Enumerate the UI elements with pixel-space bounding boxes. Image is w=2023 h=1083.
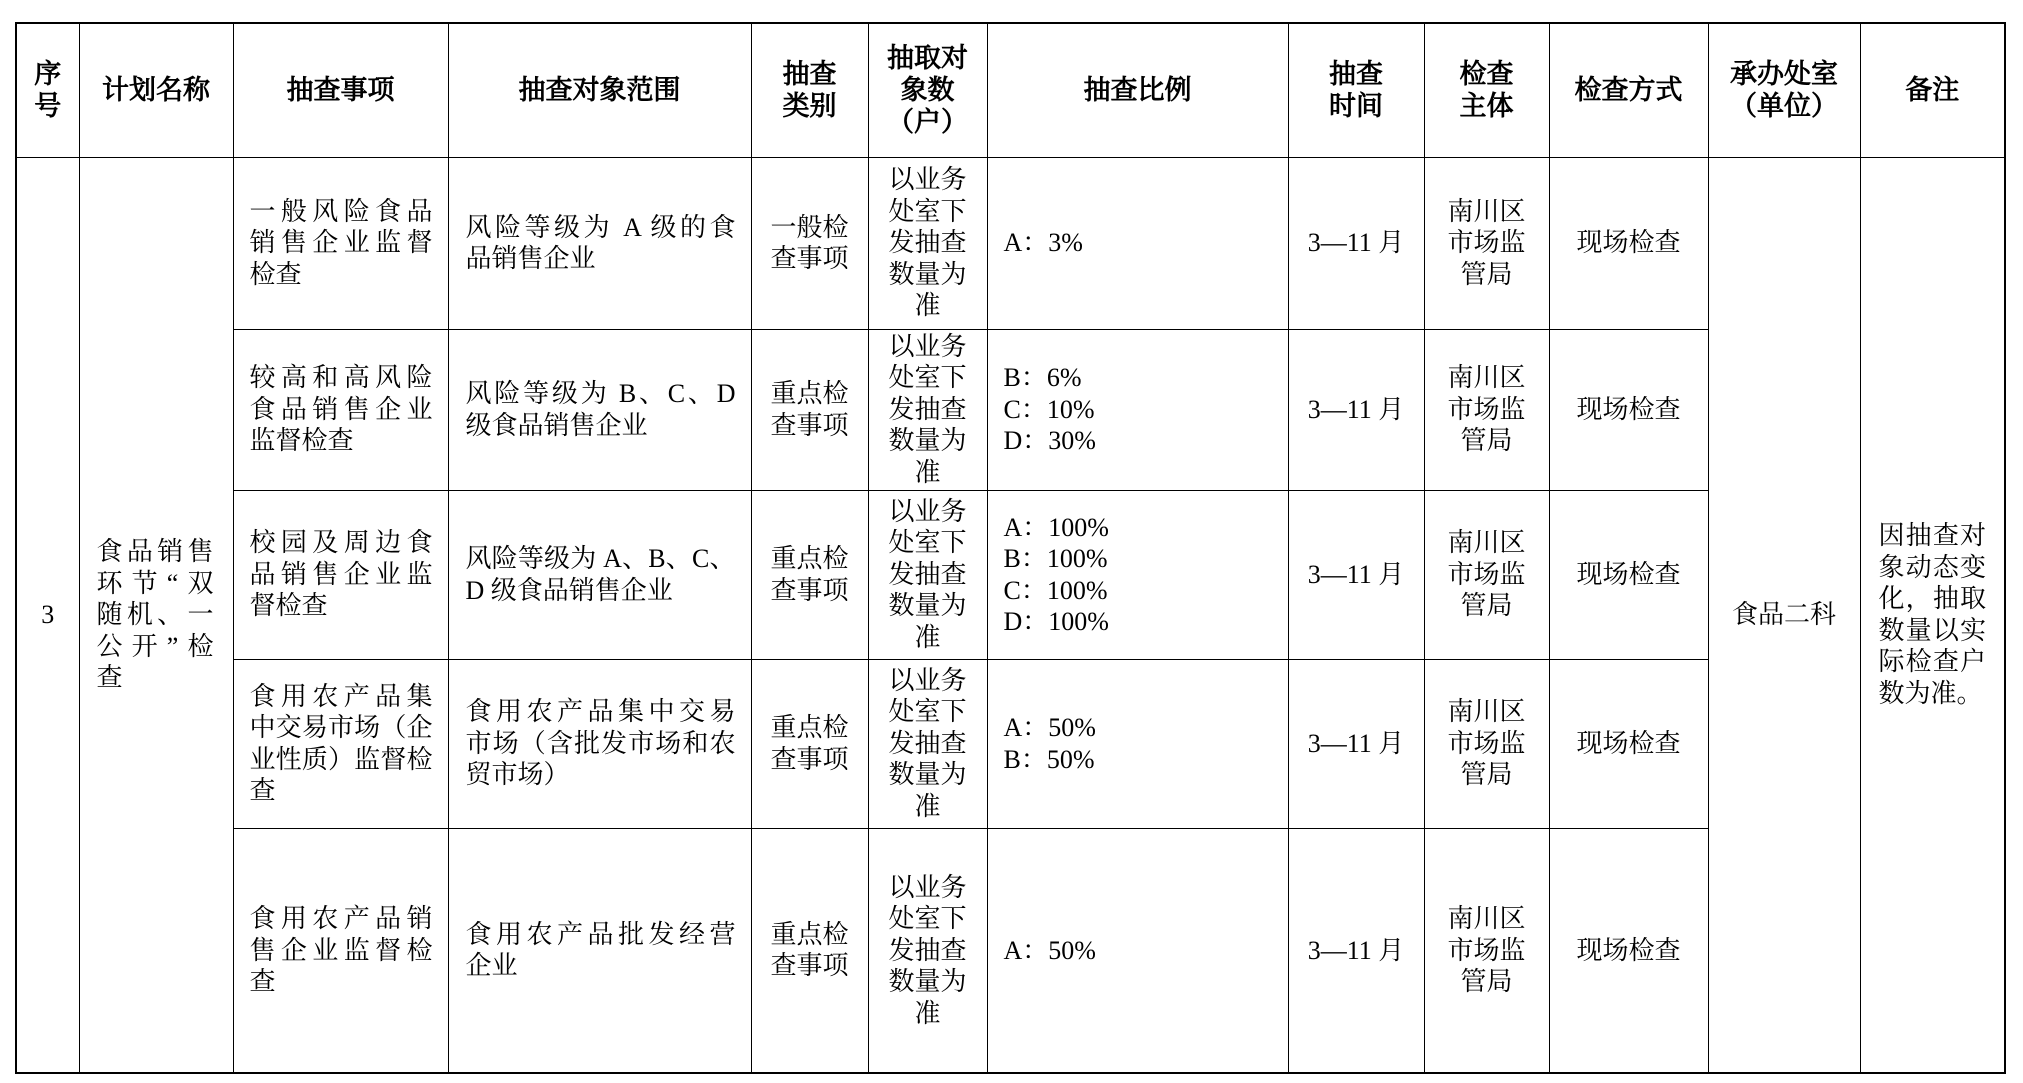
cell-item (233, 490, 448, 659)
text-line: A：50% (1003, 713, 1096, 742)
text-line: 抽查 (1329, 59, 1383, 90)
text-line: 公开”检 (96, 631, 214, 661)
text-line: A：50% (1003, 935, 1096, 965)
text-line: 品销售企业监 (249, 559, 433, 589)
cell-plan-name (79, 157, 233, 1073)
cell-text (466, 696, 736, 791)
header-row (16, 23, 2005, 157)
cell-text (756, 543, 864, 606)
cell-text (1713, 58, 1856, 122)
cell-method (1549, 659, 1708, 828)
text-line: A：100% (1003, 512, 1109, 542)
text-line: 风险等级为 B、C、D (465, 379, 736, 408)
cell-text (1429, 527, 1545, 622)
text-line: （户） (887, 107, 968, 138)
cell-text (873, 164, 983, 322)
cell-time (1288, 659, 1424, 828)
text-line: 序 (34, 59, 62, 90)
text-line: 查事项 (770, 951, 849, 981)
cell-subject (1424, 659, 1549, 828)
text-line: B：100% (1003, 544, 1108, 573)
cell-category (751, 329, 868, 490)
text-line: D：30% (1003, 426, 1096, 456)
text-line: 数量为 (888, 259, 967, 289)
seq-number: 3 (41, 600, 55, 629)
text-line: 南川区 (1447, 363, 1526, 393)
text-line: 处室下 (888, 363, 967, 393)
text-line: 市场监 (1447, 935, 1526, 965)
text-line: 备注 (1905, 75, 1960, 106)
cell-text (238, 74, 444, 106)
text-line: 以业务 (888, 496, 967, 526)
text-line: 风险等级为 A 级的食 (465, 212, 736, 242)
table-row (16, 329, 2005, 490)
text-line: 数为准。 (1878, 678, 1983, 708)
time-text: 3—11 月 (1307, 935, 1405, 965)
cell-time (1288, 490, 1424, 659)
cell-text (21, 58, 75, 122)
cell-text (250, 196, 433, 291)
header-scope (448, 23, 751, 157)
text-line: 抽查 (782, 59, 837, 90)
cell-text (756, 378, 864, 441)
text-line: 准 (914, 791, 941, 821)
header-ratio (987, 23, 1288, 157)
text-line: 查 (249, 776, 276, 805)
cell-ratio (987, 157, 1288, 329)
text-line: 重点检 (770, 919, 849, 949)
text-line: 督检查 (249, 591, 328, 621)
header-subject (1424, 23, 1549, 157)
text-line: 管局 (1460, 967, 1513, 996)
text-line: 查 (96, 663, 123, 692)
text-line: D：100% (1003, 607, 1109, 636)
text-line: B：6% (1003, 363, 1082, 393)
cell-remark (1860, 157, 2005, 1073)
cell-count (868, 329, 987, 490)
text-line: 检查 (249, 259, 302, 289)
cell-item (233, 828, 448, 1073)
time-text: 3—11 月 (1307, 394, 1405, 424)
cell-text (466, 919, 736, 982)
text-line: 因抽查对 (1878, 521, 1986, 551)
header-remark (1860, 23, 2005, 157)
cell-seq (16, 157, 79, 1073)
time-text: 3—11 月 (1307, 559, 1405, 589)
text-line: 管局 (1460, 760, 1513, 790)
text-line: 以业务 (888, 331, 967, 361)
cell-ratio (987, 490, 1288, 659)
text-line: D 级食品销售企业 (465, 575, 673, 605)
cell-text (97, 536, 214, 694)
text-line: 发抽查 (888, 935, 967, 965)
cell-scope (448, 329, 751, 490)
text-line: 准 (914, 291, 941, 321)
cell-text (1879, 520, 1987, 709)
cell-item (233, 157, 448, 329)
text-line: 校园及周边食 (249, 528, 433, 558)
cell-subject (1424, 828, 1549, 1073)
text-line: 南川区 (1447, 697, 1526, 727)
text-line: 查事项 (770, 575, 849, 605)
text-line: 处室下 (888, 528, 967, 558)
text-line: 查事项 (770, 410, 849, 440)
cell-text (873, 331, 983, 489)
cell-count (868, 828, 987, 1073)
cell-subject (1424, 157, 1549, 329)
text-line: 随机、一 (96, 600, 214, 629)
text-line: 管局 (1460, 426, 1513, 456)
text-line: 承办处室 (1730, 59, 1838, 90)
text-line: 食用农产品集中交易 (465, 697, 736, 727)
cell-category (751, 490, 868, 659)
method-text: 现场检查 (1576, 559, 1681, 589)
text-line: 发抽查 (888, 728, 967, 758)
cell-text (1865, 74, 2001, 106)
table-row (16, 490, 2005, 659)
text-line: 以业务 (888, 165, 967, 195)
text-line: 处室下 (888, 196, 967, 226)
text-line: 类别 (782, 91, 837, 122)
cell-text (873, 872, 983, 1030)
cell-ratio (987, 329, 1288, 490)
cell-method (1549, 157, 1708, 329)
text-line: 抽查比例 (1083, 75, 1192, 106)
cell-text (1429, 196, 1545, 291)
text-line: 准 (914, 622, 941, 652)
cell-text (466, 378, 736, 441)
cell-count (868, 659, 987, 828)
text-line: 一般检 (770, 212, 849, 242)
cell-text (873, 42, 983, 138)
text-line: 数量为 (888, 426, 967, 456)
text-line: 抽取对 (887, 43, 968, 74)
text-line: 市场监 (1447, 394, 1526, 424)
text-line: 风险等级为 A、B、C、 (465, 544, 736, 573)
text-line: 销售企业监督 (249, 228, 433, 258)
text-line: 准 (914, 998, 941, 1028)
cell-count (868, 157, 987, 329)
text-line: 中交易市场（企 (249, 713, 433, 742)
cell-text (1004, 712, 1280, 775)
text-line: 数量为 (888, 967, 967, 996)
cell-text (466, 212, 736, 275)
cell-scope (448, 490, 751, 659)
text-line: 环节“双 (96, 568, 214, 598)
cell-text (84, 74, 229, 106)
cell-category (751, 157, 868, 329)
cell-text (1429, 58, 1545, 122)
method-text: 现场检查 (1576, 394, 1681, 424)
text-line: 品销售企业 (465, 244, 596, 273)
method-text: 现场检查 (1576, 935, 1681, 965)
cell-time (1288, 157, 1424, 329)
cell-count (868, 490, 987, 659)
text-line: 食用农产品集 (249, 681, 433, 711)
text-line: 售企业监督检 (249, 935, 433, 965)
cell-scope (448, 157, 751, 329)
text-line: 化，抽取 (1878, 584, 1986, 614)
text-line: 数量以实 (1878, 615, 1986, 645)
cell-text (453, 74, 747, 106)
text-line: 南川区 (1447, 528, 1526, 558)
text-line: 重点检 (770, 544, 849, 573)
text-line: 象数 (900, 75, 955, 106)
text-line: （单位） (1730, 91, 1838, 122)
text-line: B：50% (1003, 744, 1095, 774)
text-line: 管局 (1460, 591, 1513, 621)
cell-item (233, 329, 448, 490)
cell-dept (1708, 157, 1860, 1073)
cell-text (1004, 935, 1280, 967)
text-line: 号 (34, 91, 62, 122)
text-line: 一般风险食品 (249, 196, 433, 226)
text-line: 市场监 (1447, 228, 1526, 258)
cell-text (1429, 903, 1545, 998)
cell-method (1549, 490, 1708, 659)
text-line: 监督检查 (249, 426, 354, 456)
cell-method (1549, 828, 1708, 1073)
text-line: 数量为 (888, 760, 967, 790)
text-line: 市场监 (1447, 559, 1526, 589)
text-line: 主体 (1459, 91, 1514, 122)
dept-text: 食品二科 (1731, 600, 1836, 629)
cell-text (756, 212, 864, 275)
text-line: 处室下 (888, 697, 967, 727)
cell-ratio (987, 659, 1288, 828)
text-line: 际检查户 (1878, 647, 1986, 677)
text-line: 业性质）监督检 (249, 744, 433, 774)
header-dept (1708, 23, 1860, 157)
cell-text (1293, 58, 1420, 122)
header-plan-name (79, 23, 233, 157)
cell-subject (1424, 490, 1549, 659)
method-text: 现场检查 (1576, 728, 1681, 758)
text-line: 食品销售 (96, 537, 214, 566)
cell-text (250, 527, 433, 622)
header-method (1549, 23, 1708, 157)
time-text: 3—11 月 (1307, 728, 1405, 758)
text-line: 检查 (1459, 59, 1514, 90)
cell-text (1004, 362, 1280, 457)
cell-text (1004, 512, 1280, 638)
text-line: C：100% (1003, 575, 1108, 605)
text-line: 查 (249, 967, 276, 996)
text-line: 发抽查 (888, 228, 967, 258)
text-line: 重点检 (770, 713, 849, 742)
cell-text (1004, 227, 1280, 259)
text-line: 时间 (1329, 91, 1383, 122)
method-text: 现场检查 (1576, 228, 1681, 258)
text-line: 检查方式 (1574, 75, 1683, 106)
cell-scope (448, 828, 751, 1073)
text-line: 查事项 (770, 244, 849, 273)
cell-text (250, 903, 433, 998)
text-line: C：10% (1003, 394, 1095, 424)
cell-time (1288, 329, 1424, 490)
text-line: 以业务 (888, 665, 967, 695)
cell-scope (448, 659, 751, 828)
text-line: 贸市场） (465, 760, 570, 790)
header-item (233, 23, 448, 157)
text-line: 市场（含批发市场和农 (465, 728, 736, 758)
text-line: 南川区 (1447, 196, 1526, 226)
cell-text (466, 543, 736, 606)
cell-text (250, 362, 433, 457)
text-line: 发抽查 (888, 559, 967, 589)
cell-text (250, 681, 433, 807)
text-line: 级食品销售企业 (465, 410, 648, 440)
cell-text (873, 665, 983, 823)
cell-category (751, 659, 868, 828)
header-seq (16, 23, 79, 157)
cell-text (1429, 362, 1545, 457)
text-line: 市场监 (1447, 728, 1526, 758)
text-line: 管局 (1460, 259, 1513, 289)
text-line: 抽查对象范围 (518, 75, 681, 106)
text-line: 准 (914, 457, 941, 487)
text-line: 查事项 (770, 744, 849, 774)
sampling-plan-table (15, 22, 2006, 1074)
cell-text (1554, 74, 1704, 106)
cell-text (992, 74, 1284, 106)
cell-subject (1424, 329, 1549, 490)
cell-time (1288, 828, 1424, 1073)
cell-text (1429, 696, 1545, 791)
cell-text (756, 58, 864, 122)
header-category (751, 23, 868, 157)
table-row (16, 157, 2005, 329)
text-line: 以业务 (888, 872, 967, 902)
cell-text (873, 496, 983, 654)
time-text: 3—11 月 (1307, 228, 1405, 258)
text-line: 企业 (465, 951, 518, 981)
header-count (868, 23, 987, 157)
text-line: 处室下 (888, 904, 967, 933)
text-line: 发抽查 (888, 394, 967, 424)
cell-category (751, 828, 868, 1073)
text-line: 抽查事项 (286, 75, 395, 106)
cell-ratio (987, 828, 1288, 1073)
text-line: 重点检 (770, 379, 849, 408)
cell-text (756, 712, 864, 775)
cell-method (1549, 329, 1708, 490)
table-row (16, 828, 2005, 1073)
text-line: 计划名称 (102, 75, 210, 106)
text-line: 南川区 (1447, 904, 1526, 933)
cell-text (756, 919, 864, 982)
text-line: 食用农产品批发经营 (465, 919, 736, 949)
text-line: 数量为 (888, 591, 967, 621)
table-row (16, 659, 2005, 828)
cell-item (233, 659, 448, 828)
text-line: 较高和高风险 (249, 363, 433, 393)
text-line: 食品销售企业 (249, 394, 433, 424)
text-line: A：3% (1003, 228, 1083, 258)
text-line: 象动态变 (1878, 552, 1986, 582)
header-time (1288, 23, 1424, 157)
text-line: 食用农产品销 (249, 904, 433, 933)
